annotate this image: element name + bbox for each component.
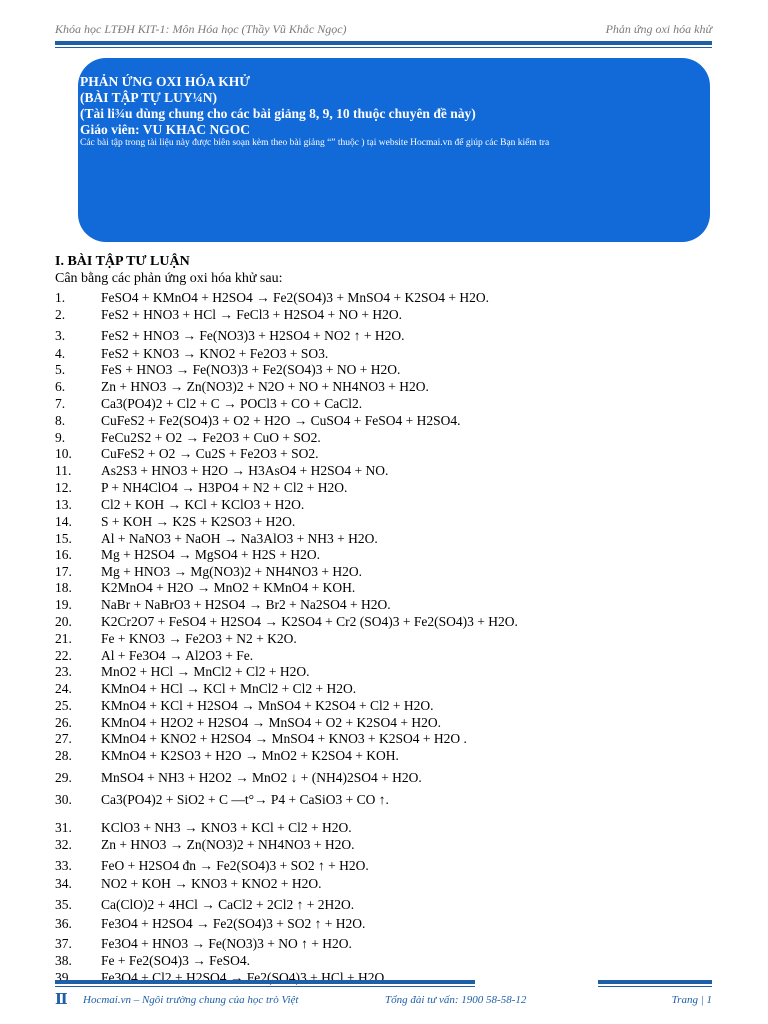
exercise-number: 6. bbox=[55, 379, 66, 394]
banner-description: Các bài tập trong tài liệu này được biên soạn kèm theo bài giảng “” thuộc ) tại website Hocmai.vn để giúp các Bạn kiểm tra bbox=[80, 138, 550, 148]
exercise-number: 9. bbox=[55, 430, 66, 445]
exercise-item bbox=[55, 396, 362, 412]
exercise-item bbox=[55, 597, 391, 613]
exercise-equation: FeCu2S2 + O2 → Fe2O3 + CuO + SO2. bbox=[101, 430, 321, 445]
exercise-item bbox=[55, 430, 321, 446]
exercise-number: 13. bbox=[55, 497, 72, 512]
exercise-number: 22. bbox=[55, 648, 72, 663]
exercise-equation: MnSO4 + NH3 + H2O2 → MnO2 ↓ + (NH4)2SO4 + H2O. bbox=[101, 770, 422, 785]
exercise-item bbox=[55, 770, 422, 786]
section-heading: I. BÀI TẬP TƯ LUẬN bbox=[55, 254, 190, 269]
banner-note: (Tài li¾u dùng chung cho các bài giảng 8, 9, 10 thuộc chuyên đề này) bbox=[80, 106, 476, 121]
exercise-item bbox=[55, 514, 295, 530]
exercise-equation: Fe + KNO3 → Fe2O3 + N2 + K2O. bbox=[101, 631, 297, 646]
exercise-item bbox=[55, 614, 518, 630]
exercise-number: 10. bbox=[55, 446, 72, 461]
exercise-equation: CuFeS2 + Fe2(SO4)3 + O2 + H2O → CuSO4 + FeSO4 + H2SO4. bbox=[101, 413, 461, 428]
section-intro: Cân bằng các phản ứng oxi hóa khử sau: bbox=[55, 271, 283, 286]
exercise-number: 30. bbox=[55, 792, 72, 807]
exercise-item bbox=[55, 897, 354, 913]
exercise-number: 36. bbox=[55, 916, 72, 931]
exercise-equation: K2Cr2O7 + FeSO4 + H2SO4 → K2SO4 + Cr2 (SO4)3 + Fe2(SO4)3 + H2O. bbox=[101, 614, 518, 629]
exercise-item bbox=[55, 328, 404, 344]
exercise-item bbox=[55, 936, 352, 952]
exercise-number: 24. bbox=[55, 681, 72, 696]
exercise-number: 31. bbox=[55, 820, 72, 835]
exercise-number: 18. bbox=[55, 580, 72, 595]
exercise-equation: KMnO4 + K2SO3 + H2O → MnO2 + K2SO4 + KOH. bbox=[101, 748, 399, 763]
exercise-equation: FeSO4 + KMnO4 + H2SO4 → Fe2(SO4)3 + MnSO4 + K2SO4 + H2O. bbox=[101, 290, 489, 305]
exercise-item bbox=[55, 307, 402, 323]
footer-rule-right bbox=[598, 980, 712, 984]
exercise-item bbox=[55, 715, 441, 731]
exercise-item bbox=[55, 346, 328, 362]
footer-rule-left-thin bbox=[55, 986, 475, 987]
exercise-equation: FeS2 + HNO3 + HCl → FeCl3 + H2SO4 + NO + H2O. bbox=[101, 307, 402, 322]
exercise-equation: Zn + HNO3 → Zn(NO3)2 + N2O + NO + NH4NO3 + H2O. bbox=[101, 379, 429, 394]
exercise-equation: KClO3 + NH3 → KNO3 + KCl + Cl2 + H2O. bbox=[101, 820, 352, 835]
exercise-number: 16. bbox=[55, 547, 72, 562]
exercise-equation: Ca3(PO4)2 + Cl2 + C → POCl3 + CO + CaCl2. bbox=[101, 396, 363, 411]
exercise-item bbox=[55, 564, 362, 580]
title-banner bbox=[78, 58, 710, 242]
exercise-item bbox=[55, 916, 365, 932]
exercise-equation: Mg + HNO3 → Mg(NO3)2 + NH4NO3 + H2O. bbox=[101, 564, 362, 579]
exercise-number: 5. bbox=[55, 362, 66, 377]
exercise-item bbox=[55, 631, 297, 647]
exercise-number: 8. bbox=[55, 413, 66, 428]
exercise-item bbox=[55, 290, 489, 306]
exercise-item bbox=[55, 792, 389, 808]
exercise-number: 3. bbox=[55, 328, 66, 343]
exercise-item bbox=[55, 876, 321, 892]
exercise-equation: Ca3(PO4)2 + SiO2 + C —t°→ P4 + CaSiO3 + CO ↑. bbox=[101, 792, 389, 807]
exercise-equation: FeO + H2SO4 đn → Fe2(SO4)3 + SO2 ↑ + H2O. bbox=[101, 858, 369, 873]
exercise-equation: KMnO4 + HCl → KCl + MnCl2 + Cl2 + H2O. bbox=[101, 681, 357, 696]
exercise-item bbox=[55, 858, 369, 874]
exercise-number: 14. bbox=[55, 514, 72, 529]
exercise-equation: FeS2 + HNO3 → Fe(NO3)3 + H2SO4 + NO2 ↑ + H2O. bbox=[101, 328, 405, 343]
exercise-equation: Fe3O4 + HNO3 → Fe(NO3)3 + NO ↑ + H2O. bbox=[101, 936, 352, 951]
footer-rule-right-thin bbox=[598, 986, 712, 987]
exercise-equation: K2MnO4 + H2O → MnO2 + KMnO4 + KOH. bbox=[101, 580, 356, 595]
exercise-item bbox=[55, 362, 400, 378]
exercise-number: 1. bbox=[55, 290, 66, 305]
exercise-number: 25. bbox=[55, 698, 72, 713]
exercise-number: 32. bbox=[55, 837, 72, 852]
exercise-number: 19. bbox=[55, 597, 72, 612]
exercise-number: 17. bbox=[55, 564, 72, 579]
footer-rule-left bbox=[55, 980, 475, 984]
topic-title: Phản ứng oxi hóa khử bbox=[605, 22, 712, 36]
exercise-item bbox=[55, 681, 356, 697]
exercise-equation: Fe + Fe2(SO4)3 → FeSO4. bbox=[101, 953, 250, 968]
exercise-equation: Mg + H2SO4 → MgSO4 + H2S + H2O. bbox=[101, 547, 320, 562]
exercise-item bbox=[55, 698, 433, 714]
exercise-equation: P + NH4ClO4 → H3PO4 + N2 + Cl2 + H2O. bbox=[101, 480, 348, 495]
hocmai-logo-icon: Ⅱ bbox=[55, 992, 68, 1008]
exercise-equation: Al + NaNO3 + NaOH → Na3AlO3 + NH3 + H2O. bbox=[101, 531, 378, 546]
exercise-number: 27. bbox=[55, 731, 72, 746]
exercise-equation: KMnO4 + KNO2 + H2SO4 → MnSO4 + KNO3 + K2SO4 + H2O . bbox=[101, 731, 467, 746]
exercise-equation: KMnO4 + H2O2 + H2SO4 → MnSO4 + O2 + K2SO4 + H2O. bbox=[101, 715, 441, 730]
footer-page-number: Trang | 1 bbox=[671, 994, 712, 1006]
exercise-equation: CuFeS2 + O2 → Cu2S + Fe2O3 + SO2. bbox=[101, 446, 319, 461]
exercise-equation: S + KOH → K2S + K2SO3 + H2O. bbox=[101, 514, 296, 529]
exercise-equation: Al + Fe3O4 → Al2O3 + Fe. bbox=[101, 648, 254, 663]
exercise-item bbox=[55, 480, 347, 496]
exercise-item bbox=[55, 731, 467, 747]
exercise-equation: NO2 + KOH → KNO3 + KNO2 + H2O. bbox=[101, 876, 322, 891]
exercise-equation: Fe3O4 + H2SO4 → Fe2(SO4)3 + SO2 ↑ + H2O. bbox=[101, 916, 366, 931]
exercise-item bbox=[55, 820, 352, 836]
exercise-item bbox=[55, 379, 429, 395]
page-header bbox=[55, 22, 712, 40]
exercise-item bbox=[55, 413, 460, 429]
header-rule-thin bbox=[55, 47, 712, 48]
exercise-equation: As2S3 + HNO3 + H2O → H3AsO4 + H2SO4 + NO. bbox=[101, 463, 389, 478]
exercise-equation: Fe3O4 + Cl2 + H2SO4 → Fe2(SO4)3 + HCl + H2O. bbox=[101, 970, 388, 985]
exercise-item bbox=[55, 748, 399, 764]
exercise-item bbox=[55, 664, 310, 680]
exercise-number: 38. bbox=[55, 953, 72, 968]
exercise-number: 35. bbox=[55, 897, 72, 912]
exercise-equation: MnO2 + HCl → MnCl2 + Cl2 + H2O. bbox=[101, 664, 310, 679]
banner-teacher: Giáo viên: VU KHAC NGOC bbox=[80, 122, 251, 137]
course-title: Khóa học LTĐH KIT-1: Môn Hóa học (Thầy Vũ Khắc Ngọc) bbox=[55, 22, 347, 36]
exercise-number: 7. bbox=[55, 396, 66, 411]
exercise-number: 28. bbox=[55, 748, 72, 763]
exercise-number: 29. bbox=[55, 770, 72, 785]
exercise-item bbox=[55, 497, 304, 513]
exercise-item bbox=[55, 531, 378, 547]
exercise-number: 33. bbox=[55, 858, 72, 873]
footer-left-text: Hocmai.vn – Ngôi trường chung của học trò Việt bbox=[83, 994, 299, 1006]
exercise-number: 21. bbox=[55, 631, 72, 646]
exercise-number: 15. bbox=[55, 531, 72, 546]
exercise-number: 23. bbox=[55, 664, 72, 679]
exercise-item bbox=[55, 837, 354, 853]
exercise-item bbox=[55, 463, 388, 479]
banner-title: PHẢN ỨNG OXI HÓA KHỬ bbox=[80, 74, 250, 89]
page-footer bbox=[55, 990, 712, 1020]
banner-subtitle: (BÀI TẬP TỰ LUY¼N) bbox=[80, 90, 218, 105]
exercise-number: 4. bbox=[55, 346, 66, 361]
exercise-number: 26. bbox=[55, 715, 72, 730]
exercise-equation: Ca(ClO)2 + 4HCl → CaCl2 + 2Cl2 ↑ + 2H2O. bbox=[101, 897, 355, 912]
exercise-item bbox=[55, 648, 253, 664]
exercise-number: 34. bbox=[55, 876, 72, 891]
exercise-number: 11. bbox=[55, 463, 72, 478]
exercise-item bbox=[55, 580, 355, 596]
exercise-item bbox=[55, 547, 320, 563]
exercise-number: 20. bbox=[55, 614, 72, 629]
header-rule bbox=[55, 41, 712, 45]
exercise-equation: KMnO4 + KCl + H2SO4 → MnSO4 + K2SO4 + Cl2 + H2O. bbox=[101, 698, 434, 713]
exercise-equation: FeS + HNO3 → Fe(NO3)3 + Fe2(SO4)3 + NO + H2O. bbox=[101, 362, 401, 377]
exercise-equation: Cl2 + KOH → KCl + KClO3 + H2O. bbox=[101, 497, 305, 512]
exercise-equation: FeS2 + KNO3 → KNO2 + Fe2O3 + SO3. bbox=[101, 346, 329, 361]
exercise-number: 39. bbox=[55, 970, 72, 985]
exercise-item bbox=[55, 953, 250, 969]
exercise-number: 37. bbox=[55, 936, 72, 951]
exercise-equation: NaBr + NaBrO3 + H2SO4 → Br2 + Na2SO4 + H2O. bbox=[101, 597, 391, 612]
exercise-number: 12. bbox=[55, 480, 72, 495]
exercise-number: 2. bbox=[55, 307, 66, 322]
exercise-item bbox=[55, 446, 319, 462]
exercise-equation: Zn + HNO3 → Zn(NO3)2 + NH4NO3 + H2O. bbox=[101, 837, 355, 852]
footer-hotline: Tổng đài tư vấn: 1900 58-58-12 bbox=[385, 994, 527, 1006]
